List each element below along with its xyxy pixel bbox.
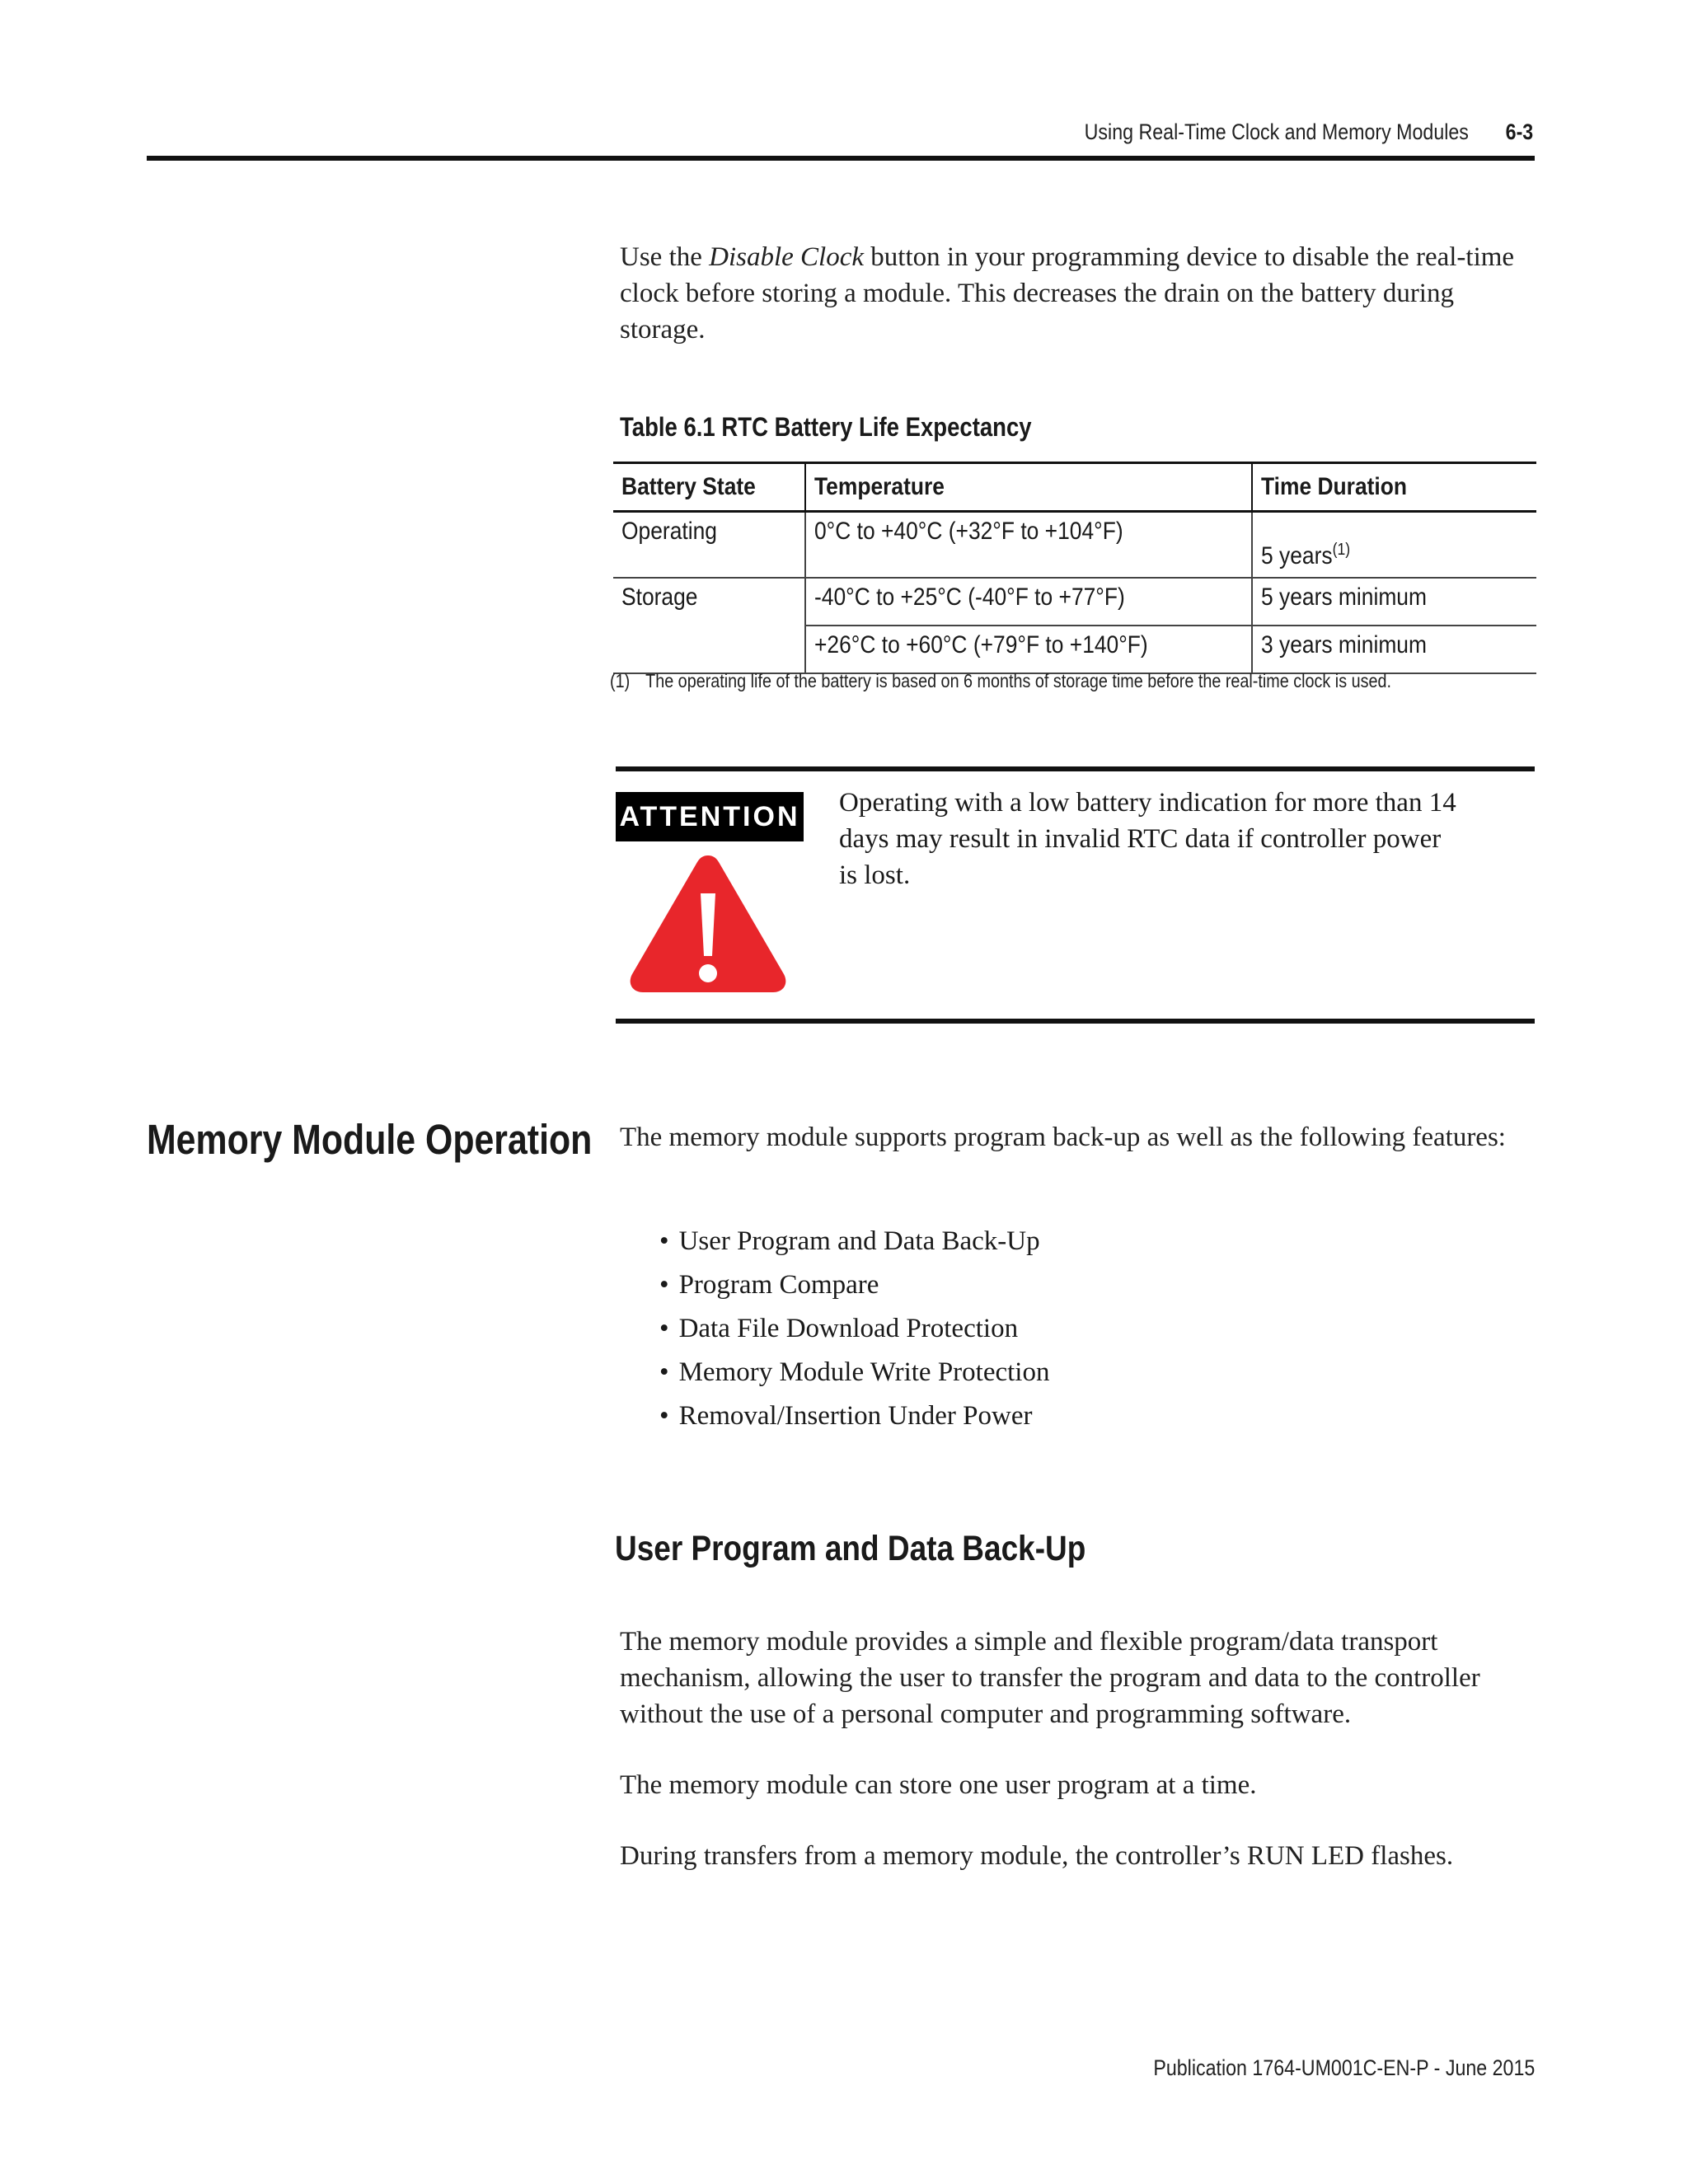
list-item: • Memory Module Write Protection	[659, 1351, 1049, 1394]
paragraph: During transfers from a memory module, the controller’s RUN LED flashes.	[620, 1841, 1454, 1871]
header-temperature: Temperature	[805, 463, 1252, 512]
paragraph: The memory module can store one user program at a time.	[620, 1770, 1257, 1800]
list-item: • Data File Download Protection	[659, 1307, 1049, 1351]
footnote-text: The operating life of the battery is based on 6 months of storage time before the real-time clock is used.	[645, 670, 1391, 691]
table-row	[613, 578, 1536, 626]
page-number: 6-3	[1505, 119, 1533, 144]
publication-footer: Publication 1764-UM001C-EN-P - June 2015	[1153, 2055, 1535, 2080]
header-battery-state: Battery State	[613, 463, 805, 512]
intro-text-after: button in your programming device to disable the real-time clock before storing a module. This decreases the drain on the battery during storage.	[620, 242, 1515, 344]
attention-label: ATTENTION	[616, 792, 804, 841]
list-item: • Program Compare	[659, 1263, 1049, 1307]
table-header-row	[613, 463, 1536, 512]
attention-bottom-rule	[616, 1019, 1535, 1024]
cell-temperature: +26°C to +60°C (+79°F to +140°F)	[805, 626, 1252, 673]
cell-temperature: 0°C to +40°C (+32°F to +104°F)	[805, 512, 1252, 579]
disable-clock-term: Disable Clock	[709, 242, 865, 272]
intro-paragraph	[620, 239, 1535, 348]
running-title: Using Real-Time Clock and Memory Modules	[1084, 119, 1469, 144]
cell-duration: 3 years minimum	[1252, 626, 1536, 673]
attention-top-rule	[616, 766, 1535, 771]
footnote-ref: (1)	[1332, 541, 1351, 559]
list-item: • User Program and Data Back-Up	[659, 1220, 1049, 1263]
header-time-duration: Time Duration	[1252, 463, 1536, 512]
table-row	[613, 512, 1536, 579]
footnote-mark: (1)	[610, 670, 631, 691]
running-header	[1084, 115, 1533, 148]
cell-temperature: -40°C to +25°C (-40°F to +77°F)	[805, 578, 1252, 626]
feature-list	[659, 1220, 1049, 1438]
intro-text-before: Use the	[620, 242, 710, 272]
subsection-heading: User Program and Data Back-Up	[615, 1529, 1086, 1568]
battery-life-table	[613, 462, 1536, 674]
table-footnote	[610, 670, 1391, 692]
section-heading: Memory Module Operation	[147, 1116, 593, 1163]
warning-triangle-icon	[628, 851, 788, 996]
cell-duration: 5 years minimum	[1252, 578, 1536, 626]
cell-state: Storage	[613, 578, 805, 673]
list-item: • Removal/Insertion Under Power	[659, 1394, 1049, 1438]
cell-state: Operating	[613, 512, 805, 579]
cell-duration: 5 years$^{(1)}$	[1252, 512, 1536, 579]
attention-text: Operating with a low battery indication for more than 14 days may result in invalid RTC data if controller power is lost.	[839, 788, 1456, 890]
paragraph: The memory module provides a simple and flexible program/data transport mechanism, allowing the user to transfer the program and data to the controller without the use of a personal computer and programming software.	[620, 1627, 1480, 1729]
memory-intro-paragraph: The memory module supports program back-up as well as the following features:	[620, 1122, 1506, 1152]
table-caption: Table 6.1 RTC Battery Life Expectancy	[620, 412, 1032, 442]
header-rule	[147, 156, 1535, 161]
